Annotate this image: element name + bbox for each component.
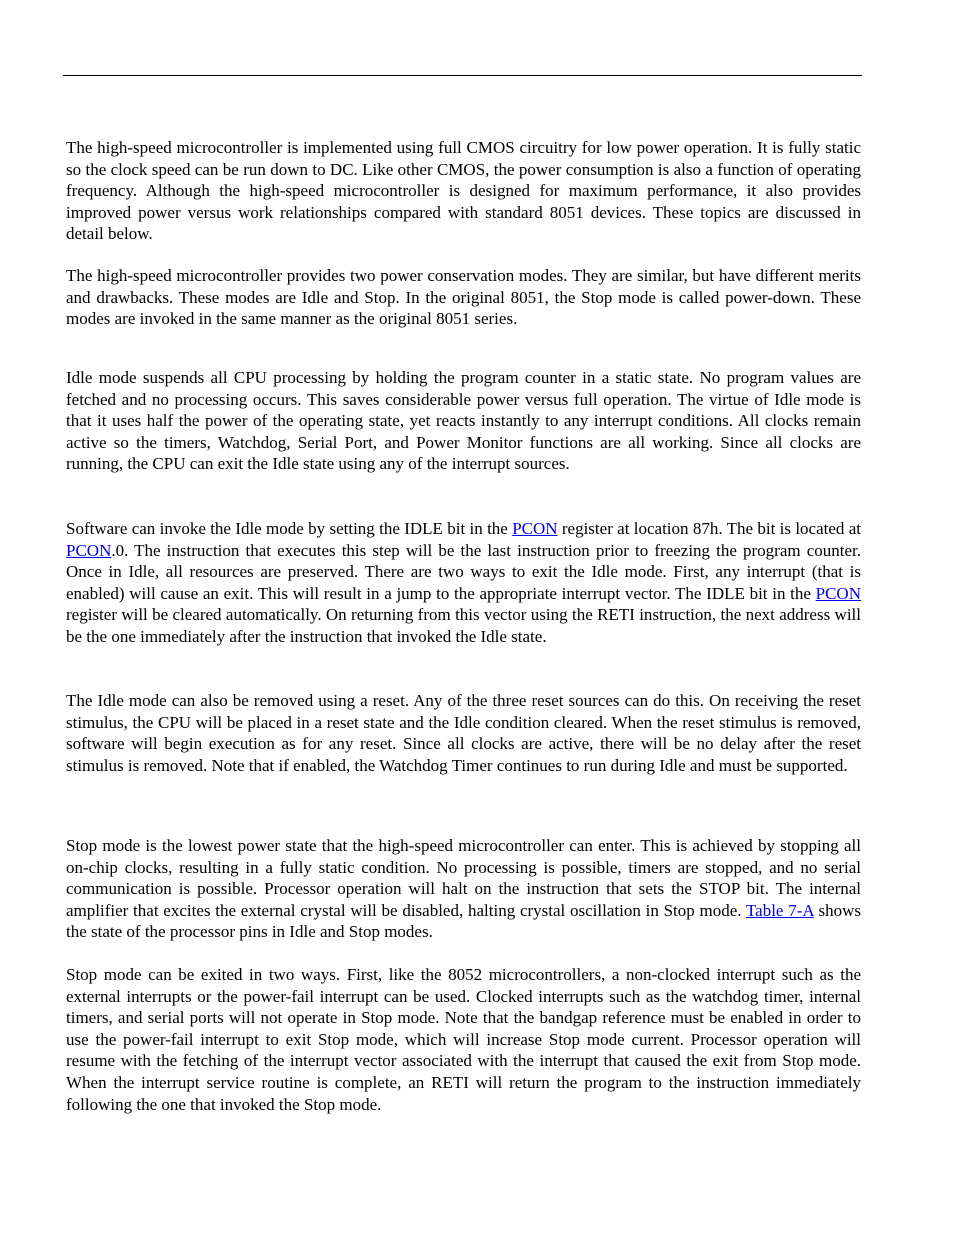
paragraph-power-modes	[66, 265, 861, 330]
table-7a-link[interactable]: Table 7-A	[745, 900, 814, 920]
text-run: The Idle mode can also be removed using a reset. Any of the three reset sources can do this. On receiving the reset stimulus, the CPU will be placed in a reset state and the Idle condition cleared. When the reset stimulus is removed, software will begin execution as for any reset. Since all clocks are active, there will be no delay after the reset stimulus is removed. Note that if enabled, the Watchdog Timer continues to run during Idle and must be supported.	[66, 691, 861, 775]
pcon-link[interactable]: PCON	[66, 540, 112, 560]
text-run: register will be cleared automatically. On returning from this vector using the RETI instruction, the next address will be the one immediately after the instruction that invoked the Idle state.	[66, 605, 861, 646]
header-rule	[63, 75, 862, 76]
text-run: .0. The instruction that executes this step will be the last instruction prior to freezing the program counter. Once in Idle, all resources are preserved. There are two ways to exit the Idle mode. First, any interrupt (that is enabled) will cause an exit. This will result in a jump to the appropriate interrupt vector. The IDLE bit in the	[66, 540, 861, 603]
paragraph-stop-mode	[66, 835, 861, 943]
text-run: The high-speed microcontroller provides two power conservation modes. They are similar, but have different merits and drawbacks. These modes are Idle and Stop. In the original 8051, the Stop mode is called power-down. These modes are invoked in the same manner as the original 8051 series.	[66, 266, 861, 329]
paragraph-cmos-intro	[66, 137, 861, 245]
text-run: Software can invoke the Idle mode by setting the IDLE bit in the	[66, 519, 513, 538]
paragraph-stop-exit	[66, 964, 861, 1115]
text-run: Stop mode can be exited in two ways. First, like the 8052 microcontrollers, a non-clocked interrupt such as the external interrupts or the power-fail interrupt can be used. Clocked interrupts such as the watchdog timer, internal timers, and serial ports will not operate in Stop mode. Note that the bandgap reference must be enabled in order to use the power-fail interrupt to exit Stop mode, which will increase Stop mode current. Processor operation will resume with the fetching of the interrupt vector associated with the interrupt that caused the exit from Stop mode. When the interrupt service routine is complete, an RETI will return the program to the instruction immediately following the one that invoked the Stop mode.	[66, 965, 861, 1114]
paragraph-idle-invoke	[66, 518, 861, 648]
text-run: shows the state of the processor pins in Idle and Stop modes.	[66, 900, 861, 942]
text-run: register at location 87h. The bit is located at	[557, 519, 862, 538]
text-run: Stop mode is the lowest power state that the high-speed microcontroller can enter. This is achieved by stopping all on-chip clocks, resulting in a fully static condition. No processing is possible, timers are stopped, and no serial communication is possible. Processor operation will halt on the instruction that sets the STOP bit. The internal amplifier that excites the external crystal will be disabled, halting crystal oscillation in Stop mode.	[66, 836, 861, 920]
text-run: The high-speed microcontroller is implemented using full CMOS circuitry for low power operation. It is fully static so the clock speed can be run down to DC. Like other CMOS, the power consumption is also a function of operating frequency. Although the high-speed microcontroller is designed for maximum performance, it also provides improved power versus work relationships compared with standard 8051 devices. These topics are discussed in detail below.	[66, 138, 861, 244]
pcon-link[interactable]: PCON	[512, 519, 558, 538]
text-run: Idle mode suspends all CPU processing by holding the program counter in a static state. No program values are fetched and no processing occurs. This saves considerable power versus full operation. The virtue of Idle mode is that it uses half the power of the operating state, yet reacts instantly to any interrupt conditions. All clocks remain active so the timers, Watchdog, Serial Port, and Power Monitor functions are all working. Since all clocks are running, the CPU can exit the Idle state using any of the interrupt sources.	[66, 368, 861, 474]
pcon-link[interactable]: PCON	[815, 583, 861, 603]
paragraph-idle-reset	[66, 690, 861, 776]
paragraph-idle-mode	[66, 367, 861, 475]
